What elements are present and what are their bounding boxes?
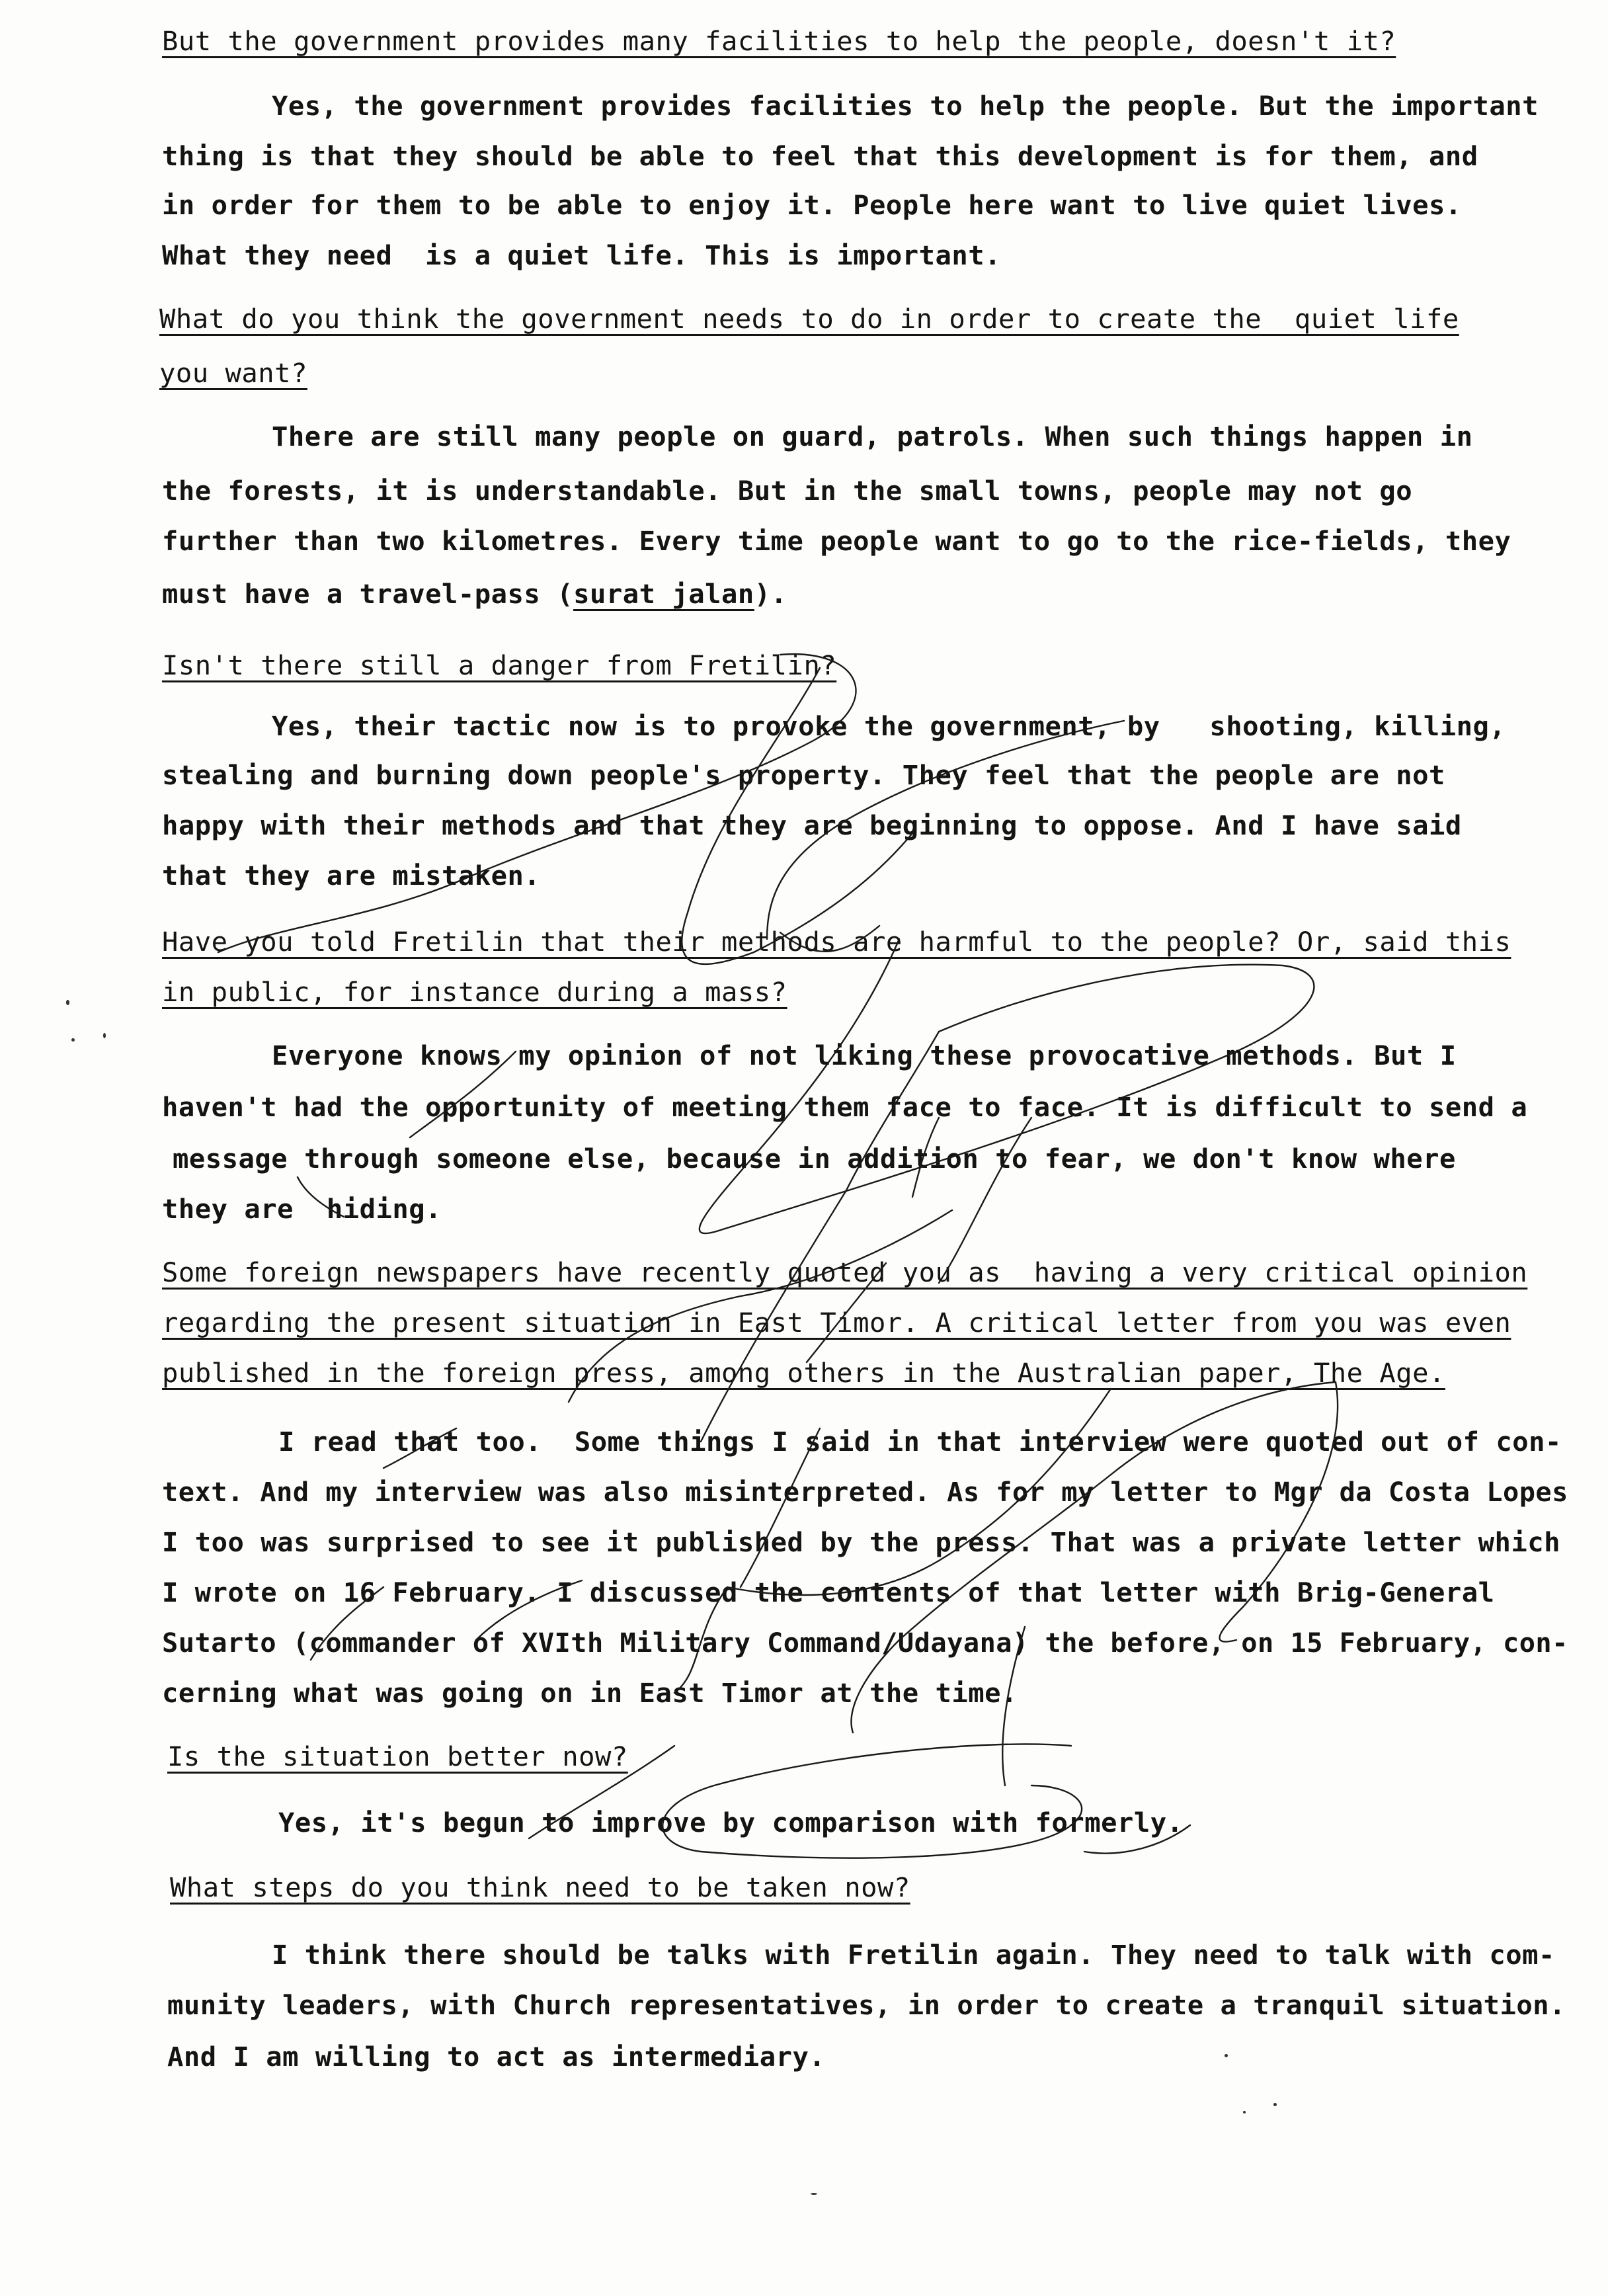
question-line: What steps do you think need to be taken now? xyxy=(170,1871,910,1903)
answer-line: Yes, the government provides facilities to help the people. But the important xyxy=(272,90,1539,122)
answer-line: thing is that they should be able to feel that this development is for them, and xyxy=(162,140,1478,172)
stray-mark xyxy=(811,2193,817,2195)
answer-line: I too was surprised to see it published by the press. That was a private letter which xyxy=(162,1526,1561,1558)
question-line: Isn't there still a danger from Fretilin? xyxy=(162,649,837,681)
stray-mark xyxy=(1225,2054,1228,2057)
answer-line: in order for them to be able to enjoy it. People here want to live quiet lives. xyxy=(162,189,1462,221)
answer-line: they are hiding. xyxy=(162,1193,442,1225)
answer-line: Everyone knows my opinion of not liking these provocative methods. But I xyxy=(272,1040,1457,1071)
question-line: in public, for instance during a mass? xyxy=(162,976,787,1008)
answer-line: There are still many people on guard, patrols. When such things happen in xyxy=(272,421,1473,452)
question-line: published in the foreign press, among others in the Australian paper, The Age. xyxy=(162,1357,1445,1389)
question-line: But the government provides many facilities to help the people, doesn't it? xyxy=(162,25,1396,57)
answer-line: haven't had the opportunity of meeting them face to face. It is difficult to send a xyxy=(162,1091,1528,1123)
stray-mark xyxy=(1273,2103,1277,2106)
answer-line: the forests, it is understandable. But in the small towns, people may not go xyxy=(162,475,1413,507)
answer-line: that they are mistaken. xyxy=(162,860,541,891)
scribble-stroke xyxy=(218,654,856,952)
answer-line: cerning what was going on in East Timor at the time. xyxy=(162,1677,1018,1709)
scribble-stroke xyxy=(663,1744,1082,1858)
answer-line: Yes, their tactic now is to provoke the government, by shooting, killing, xyxy=(272,710,1506,742)
answer-line: munity leaders, with Church representatives, in order to create a tranquil situation. xyxy=(167,1989,1566,2021)
stray-mark xyxy=(66,1000,69,1005)
scribble-stroke xyxy=(700,939,1314,1233)
question-line: you want? xyxy=(159,357,307,389)
answer-line: stealing and burning down people's property. They feel that the people are not xyxy=(162,759,1445,791)
stray-mark xyxy=(71,1038,75,1042)
question-line: Some foreign newspapers have recently quoted you as having a very critical opinion xyxy=(162,1256,1528,1288)
answer-line: Yes, it's begun to improve by comparison with formerly. xyxy=(278,1807,1184,1838)
question-line: Is the situation better now? xyxy=(167,1741,628,1772)
answer-line: I read that too. Some things I said in that interview were quoted out of con- xyxy=(278,1426,1562,1457)
answer-line: What they need is a quiet life. This is important. xyxy=(162,239,1002,271)
stray-mark xyxy=(103,1033,106,1038)
answer-line: further than two kilometres. Every time people want to go to the rice-fields, they xyxy=(162,525,1511,557)
question-line: What do you think the government needs to do in order to create the quiet life xyxy=(159,303,1459,335)
answer-line: I think there should be talks with Fretilin again. They need to talk with com- xyxy=(272,1939,1555,1971)
answer-line: happy with their methods and that they are beginning to oppose. And I have said xyxy=(162,809,1462,841)
answer-line: And I am willing to act as intermediary. xyxy=(167,2041,826,2072)
underlined-term: surat jalan xyxy=(573,578,754,610)
question-line: Have you told Fretilin that their methods are harmful to the people? Or, said this xyxy=(162,926,1511,958)
answer-line: Sutarto (commander of XVIth Military Command/Udayana) the before, on 15 February, con- xyxy=(162,1627,1568,1659)
answer-line: message through someone else, because in addition to fear, we don't know where xyxy=(173,1143,1456,1174)
answer-text: ). xyxy=(754,578,787,610)
question-line: regarding the present situation in East Timor. A critical letter from you was even xyxy=(162,1307,1511,1338)
answer-line xyxy=(162,578,787,610)
answer-line: I wrote on 16 February. I discussed the contents of that letter with Brig-General xyxy=(162,1577,1495,1608)
stray-mark xyxy=(1243,2111,1246,2113)
answer-line: text. And my interview was also misinterpreted. As for my letter to Mgr da Costa Lopes xyxy=(162,1476,1568,1508)
answer-text: must have a travel-pass ( xyxy=(162,578,574,610)
